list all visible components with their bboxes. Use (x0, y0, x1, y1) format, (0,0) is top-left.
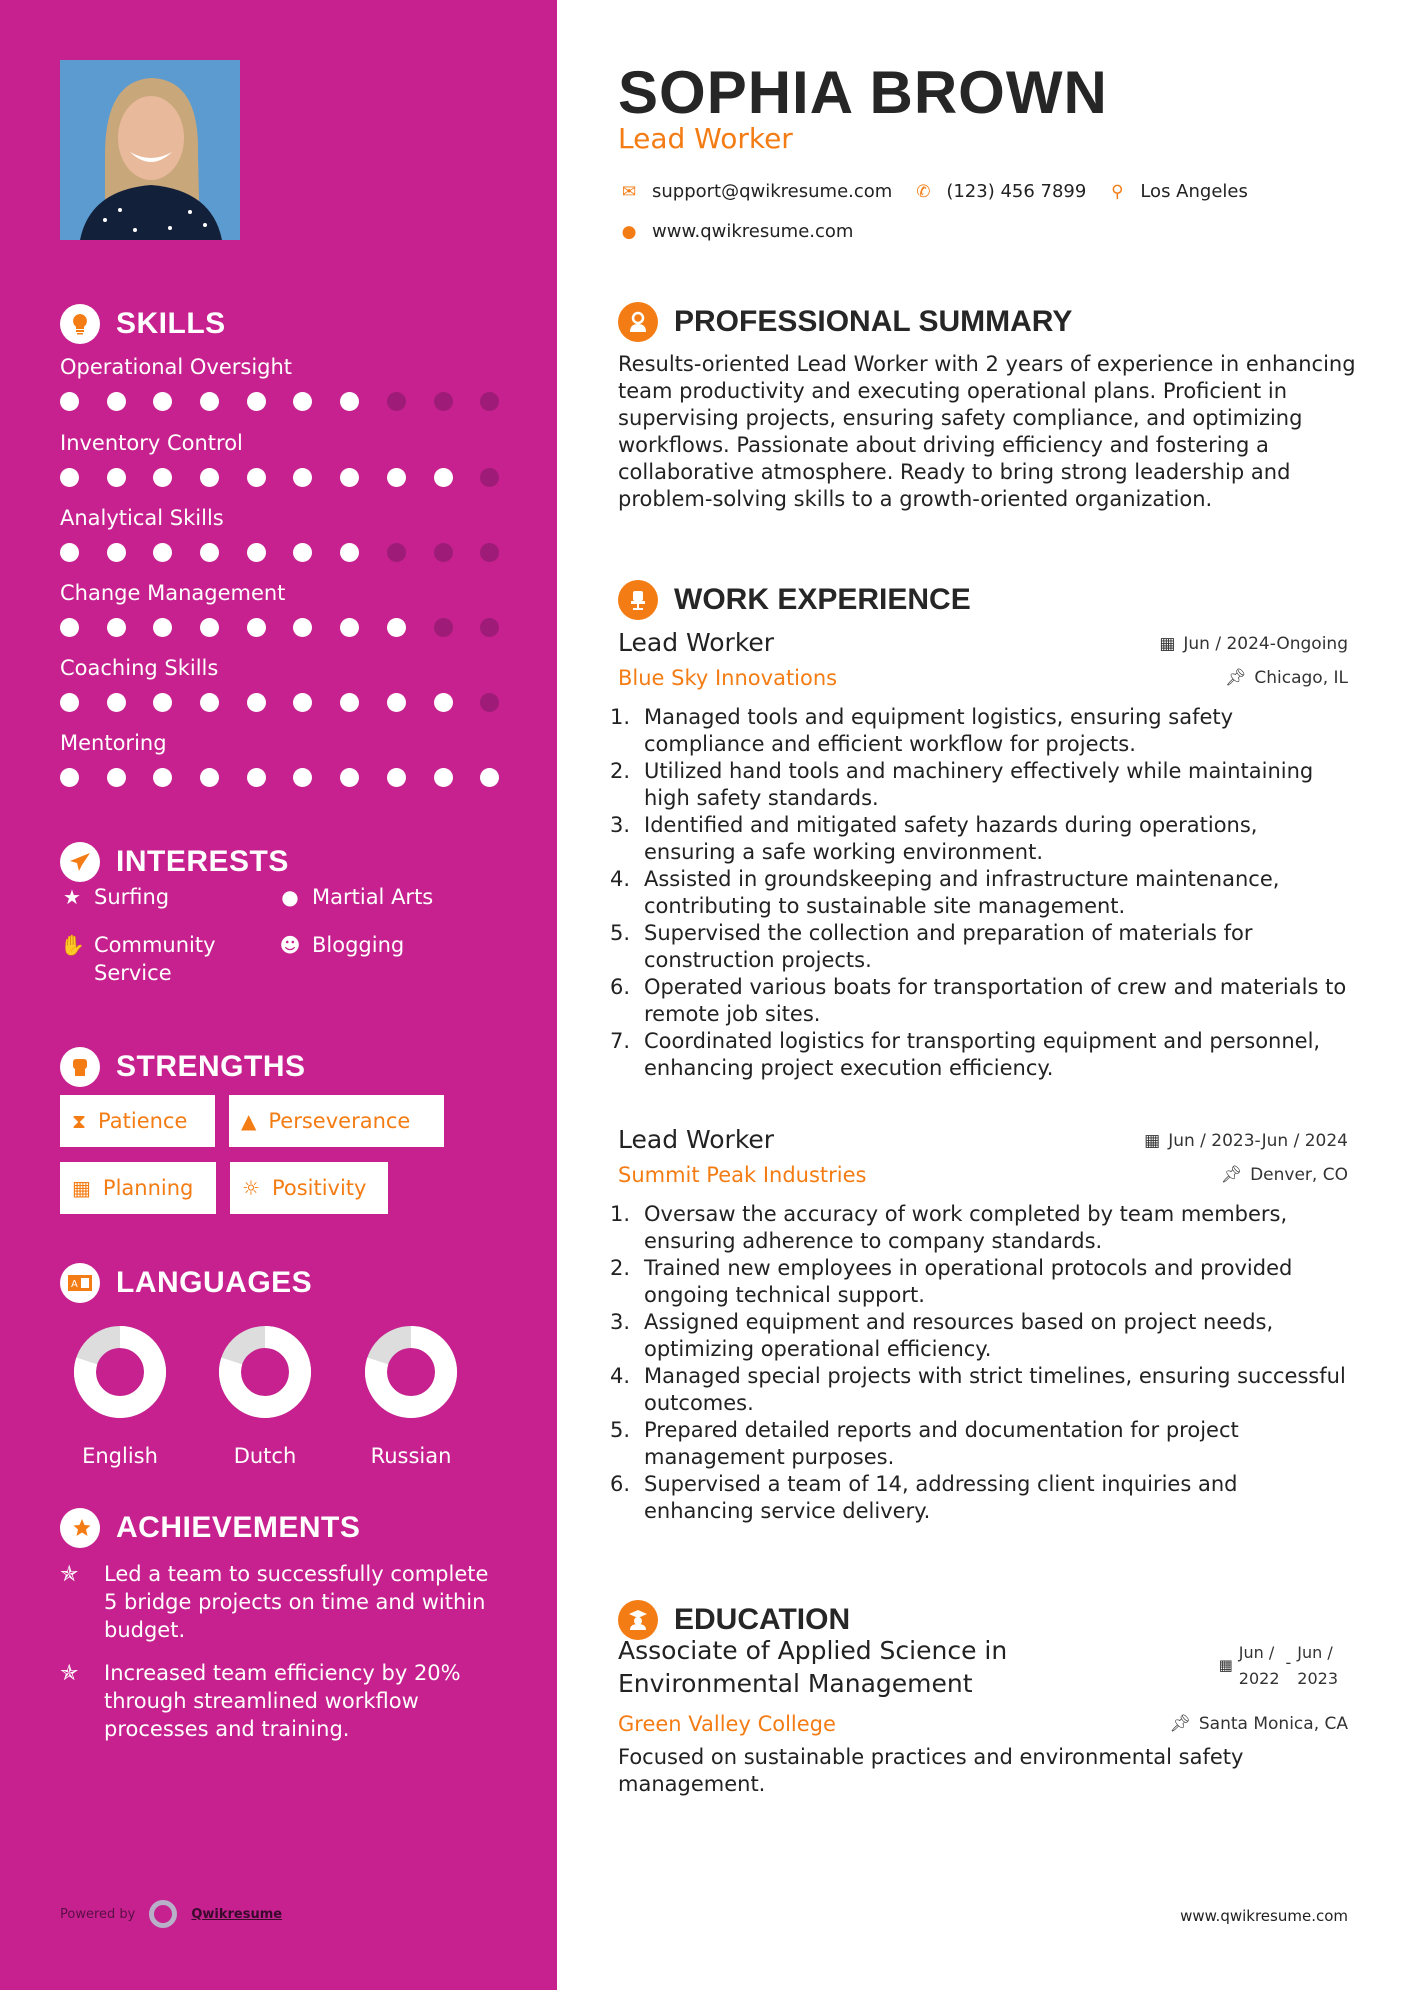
skill-item (60, 428, 510, 487)
job-company: Blue Sky Innovations (618, 666, 838, 690)
sun-icon: ☼ (242, 1176, 260, 1200)
star-icon: ✯ (60, 1661, 79, 1686)
rating-dot (340, 768, 359, 787)
rating-dot (107, 392, 126, 411)
rating-dot (434, 768, 453, 787)
job-bullet: 5. Prepared detailed reports and documentation for project management purposes. (610, 1418, 1239, 1469)
rating-dot (200, 768, 219, 787)
rating-dot (200, 392, 219, 411)
skill-item (60, 578, 510, 637)
calendar-icon: ▦ (72, 1176, 91, 1200)
map-pin-icon: ⚲ (1111, 181, 1124, 202)
job-bullet: 4. Assisted in groundskeeping and infrastructure maintenance, contributing to sustainable site management. (610, 867, 1280, 918)
rating-dot (247, 618, 266, 637)
rating-dot (153, 392, 172, 411)
language-name: English (82, 1444, 158, 1468)
experience-title: WORK EXPERIENCE (674, 583, 971, 616)
skill-item (60, 352, 510, 411)
rating-dot (293, 392, 312, 411)
rating-dot (340, 693, 359, 712)
skill-item (60, 503, 510, 562)
envelope-icon: ✉ (621, 181, 637, 202)
rating-dot (387, 468, 406, 487)
education-school: Green Valley College (618, 1712, 836, 1736)
rating-dot (480, 543, 499, 562)
skill-name: Change Management (60, 581, 286, 605)
contact-phone: ✆ (123) 456 7899 (912, 181, 1086, 202)
summary-heading (618, 302, 1072, 342)
rating-dot (247, 543, 266, 562)
rating-dot (247, 392, 266, 411)
job-company: Summit Peak Industries (618, 1163, 867, 1187)
rating-dot (200, 693, 219, 712)
star-icon: ✯ (60, 1562, 79, 1587)
rating-dot (434, 392, 453, 411)
skill-name: Operational Oversight (60, 355, 293, 379)
skill-rating (60, 468, 510, 487)
interest-item: ☻ Blogging (279, 933, 405, 957)
translate-icon (60, 1263, 100, 1303)
job-date: ▦ Jun / 2023-Jun / 2024 (1144, 1131, 1348, 1151)
interests-title: INTERESTS (116, 845, 289, 878)
strength-tag: ▦ Planning (60, 1162, 216, 1214)
calendar-icon: ▦ (1159, 634, 1176, 654)
language-item (356, 1322, 466, 1468)
rating-dot (480, 392, 499, 411)
star-icon: ★ (63, 885, 81, 909)
road-icon: ▲ (241, 1109, 257, 1133)
rating-dot (247, 768, 266, 787)
job-bullet: 3. Identified and mitigated safety hazards during operations, ensuring a safe working environment. (610, 813, 1258, 864)
summary-text: Results-oriented Lead Worker with 2 years of experience in enhancing team productivity and executing operational plans. Proficient in supervising projects, ensuring safety compliance, and optimizing workflows. Passionate about driving efficiency and fostering a collaborative atmosphere. Ready to bring strong leadership and problem-solving skills to a growth-oriented organization. (618, 352, 1356, 511)
qwikresume-logo-icon (149, 1900, 177, 1928)
job-bullet: 6. Supervised a team of 14, addressing client inquiries and enhancing service delivery. (610, 1472, 1238, 1523)
svg-text:A: A (71, 1279, 78, 1290)
skill-name: Inventory Control (60, 431, 243, 455)
rating-dot (107, 618, 126, 637)
pushpin-icon: 📌︎ (1169, 1714, 1191, 1734)
job-bullet: 6. Operated various boats for transportation of crew and materials to remote job sites. (610, 975, 1347, 1026)
calendar-icon: ▦ (1144, 1131, 1161, 1151)
skills-heading (60, 304, 226, 344)
skill-name: Coaching Skills (60, 656, 219, 680)
rating-dot (60, 768, 79, 787)
job-bullet: 5. Supervised the collection and preparation of materials for construction projects. (610, 921, 1253, 972)
education-location: 📌︎ Santa Monica, CA (1169, 1714, 1348, 1734)
skill-rating (60, 618, 510, 637)
hourglass-icon: ⧗ (72, 1109, 87, 1133)
job-bullets (610, 1201, 1348, 1525)
rating-dot (247, 693, 266, 712)
language-donut (65, 1322, 175, 1422)
rating-dot (107, 468, 126, 487)
education-description: Focused on sustainable practices and environmental safety management. (618, 1745, 1244, 1796)
language-donut (210, 1322, 320, 1422)
education-date: ▦ Jun / 2022 - Jun / 2023 (1219, 1640, 1338, 1692)
skill-item (60, 728, 510, 787)
rating-dot (107, 768, 126, 787)
rating-dot (153, 618, 172, 637)
rating-dot (387, 543, 406, 562)
skills-title: SKILLS (116, 307, 226, 340)
job-bullet: 4. Managed special projects with strict timelines, ensuring successful outcomes. (610, 1364, 1346, 1415)
job-bullet: 1. Oversaw the accuracy of work completed by team members, ensuring adherence to company standards. (610, 1202, 1288, 1253)
hand-icon: ✋ (60, 933, 85, 957)
chair-icon (618, 580, 658, 620)
skill-rating (60, 693, 510, 712)
profile-photo (60, 60, 240, 240)
language-donut (356, 1322, 466, 1422)
languages-title: LANGUAGES (116, 1266, 313, 1299)
qwikresume-link[interactable]: Qwikresume (191, 1906, 283, 1922)
job-bullet: 1. Managed tools and equipment logistics, ensuring safety compliance and efficient workflow for projects. (610, 705, 1234, 756)
job-bullet: 7. Coordinated logistics for transporting equipment and personnel, enhancing project execution efficiency. (610, 1029, 1321, 1080)
rating-dot (200, 618, 219, 637)
skill-name: Analytical Skills (60, 506, 224, 530)
achievements-heading (60, 1508, 360, 1548)
phone-icon: ✆ (916, 181, 931, 202)
rating-dot (340, 618, 359, 637)
paper-plane-icon (60, 842, 100, 882)
rating-dot (60, 392, 79, 411)
summary-title: PROFESSIONAL SUMMARY (674, 305, 1073, 338)
job-location: 📌︎ Chicago, IL (1224, 668, 1348, 688)
rating-dot (480, 468, 499, 487)
main-content (557, 0, 1407, 1990)
skill-item (60, 653, 510, 712)
rating-dot (340, 392, 359, 411)
education-title: EDUCATION (674, 1603, 851, 1636)
job-bullets (610, 704, 1348, 1082)
job-bullet: 3. Assigned equipment and resources based on project needs, optimizing operational efficiency. (610, 1310, 1274, 1361)
job-location: 📌︎ Denver, CO (1220, 1165, 1348, 1185)
languages-heading (60, 1263, 312, 1303)
strength-tag: ⧗ Patience (60, 1095, 215, 1147)
rating-dot (293, 693, 312, 712)
interest-item: ● Martial Arts (278, 883, 433, 911)
contact-row (618, 181, 1268, 202)
strengths-title: STRENGTHS (116, 1050, 306, 1083)
interest-item: ✋ Community Service (60, 933, 216, 985)
achievements-title: ACHIEVEMENTS (116, 1511, 361, 1544)
strength-tag: ☼ Positivity (230, 1162, 388, 1214)
pushpin-icon: 📌︎ (1224, 668, 1247, 688)
contact-website-row (618, 221, 873, 242)
rating-dot (293, 618, 312, 637)
sidebar (0, 0, 557, 1990)
rating-dot (200, 543, 219, 562)
footer-website[interactable]: www.qwikresume.com (1180, 1907, 1348, 1925)
education-degree: Associate of Applied Science in Environmental Management (618, 1636, 1008, 1698)
rating-dot (200, 468, 219, 487)
rating-dot (387, 618, 406, 637)
job-entry (610, 1125, 1348, 1525)
globe-icon: ● (281, 885, 299, 909)
rating-dot (153, 543, 172, 562)
fist-icon (60, 1047, 100, 1087)
candidate-title: Lead Worker (618, 122, 793, 155)
language-name: Dutch (233, 1444, 297, 1468)
rating-dot (480, 768, 499, 787)
rating-dot (293, 543, 312, 562)
calendar-icon: ▦ (1218, 1656, 1233, 1674)
rating-dot (107, 543, 126, 562)
job-date: ▦ Jun / 2024-Ongoing (1159, 634, 1348, 654)
education-entry (618, 1634, 1348, 1798)
language-item (210, 1322, 320, 1468)
rating-dot (60, 468, 79, 487)
rating-dot (107, 693, 126, 712)
job-bullet: 2. Utilized hand tools and machinery effectively while maintaining high safety standards. (610, 759, 1314, 810)
rating-dot (340, 543, 359, 562)
skill-rating (60, 768, 510, 787)
user-icon (618, 302, 658, 342)
contact-website: ● www.qwikresume.com (618, 221, 853, 242)
rating-dot (60, 543, 79, 562)
job-title: Lead Worker (618, 628, 775, 657)
rating-dot (434, 693, 453, 712)
rating-dot (387, 392, 406, 411)
skill-rating (60, 392, 510, 411)
rating-dot (434, 543, 453, 562)
globe-icon: ● (621, 221, 637, 242)
achievement-item: ✯ Increased team efficiency by 20% through streamlined workflow processes and training. (60, 1661, 461, 1741)
strengths-heading (60, 1047, 306, 1087)
rating-dot (480, 693, 499, 712)
rating-dot (153, 693, 172, 712)
rating-dot (434, 468, 453, 487)
rating-dot (153, 468, 172, 487)
job-bullet: 2. Trained new employees in operational protocols and provided ongoing technical support. (610, 1256, 1293, 1307)
language-name: Russian (370, 1444, 452, 1468)
rating-dot (340, 468, 359, 487)
rating-dot (293, 768, 312, 787)
users-icon: ☻ (279, 933, 301, 957)
rating-dot (434, 618, 453, 637)
avatar (60, 60, 240, 240)
rating-dot (480, 618, 499, 637)
contact-location: ⚲ Los Angeles (1106, 181, 1248, 202)
rating-dot (387, 768, 406, 787)
job-title: Lead Worker (618, 1125, 775, 1154)
interest-item: ★ Surfing (60, 883, 169, 911)
rating-dot (60, 693, 79, 712)
skill-rating (60, 543, 510, 562)
skill-name: Mentoring (60, 731, 167, 755)
candidate-name: SOPHIA BROWN (618, 59, 1108, 126)
rating-dot (293, 468, 312, 487)
experience-heading (618, 580, 971, 620)
rating-dot (247, 468, 266, 487)
rating-dot (387, 693, 406, 712)
star-achievement-icon (60, 1508, 100, 1548)
achievement-item: ✯ Led a team to successfully complete 5 bridge projects on time and within budget. (60, 1562, 489, 1642)
rating-dot (153, 768, 172, 787)
contact-email: ✉ support@qwikresume.com (618, 181, 892, 202)
rating-dot (60, 618, 79, 637)
interests-heading (60, 842, 289, 882)
strength-tag: ▲ Perseverance (229, 1095, 444, 1147)
lightbulb-icon (60, 304, 100, 344)
powered-by: Powered by Qwikresume (60, 1900, 282, 1928)
pushpin-icon: 📌︎ (1220, 1165, 1243, 1185)
language-item (65, 1322, 175, 1468)
job-entry (610, 628, 1348, 1082)
